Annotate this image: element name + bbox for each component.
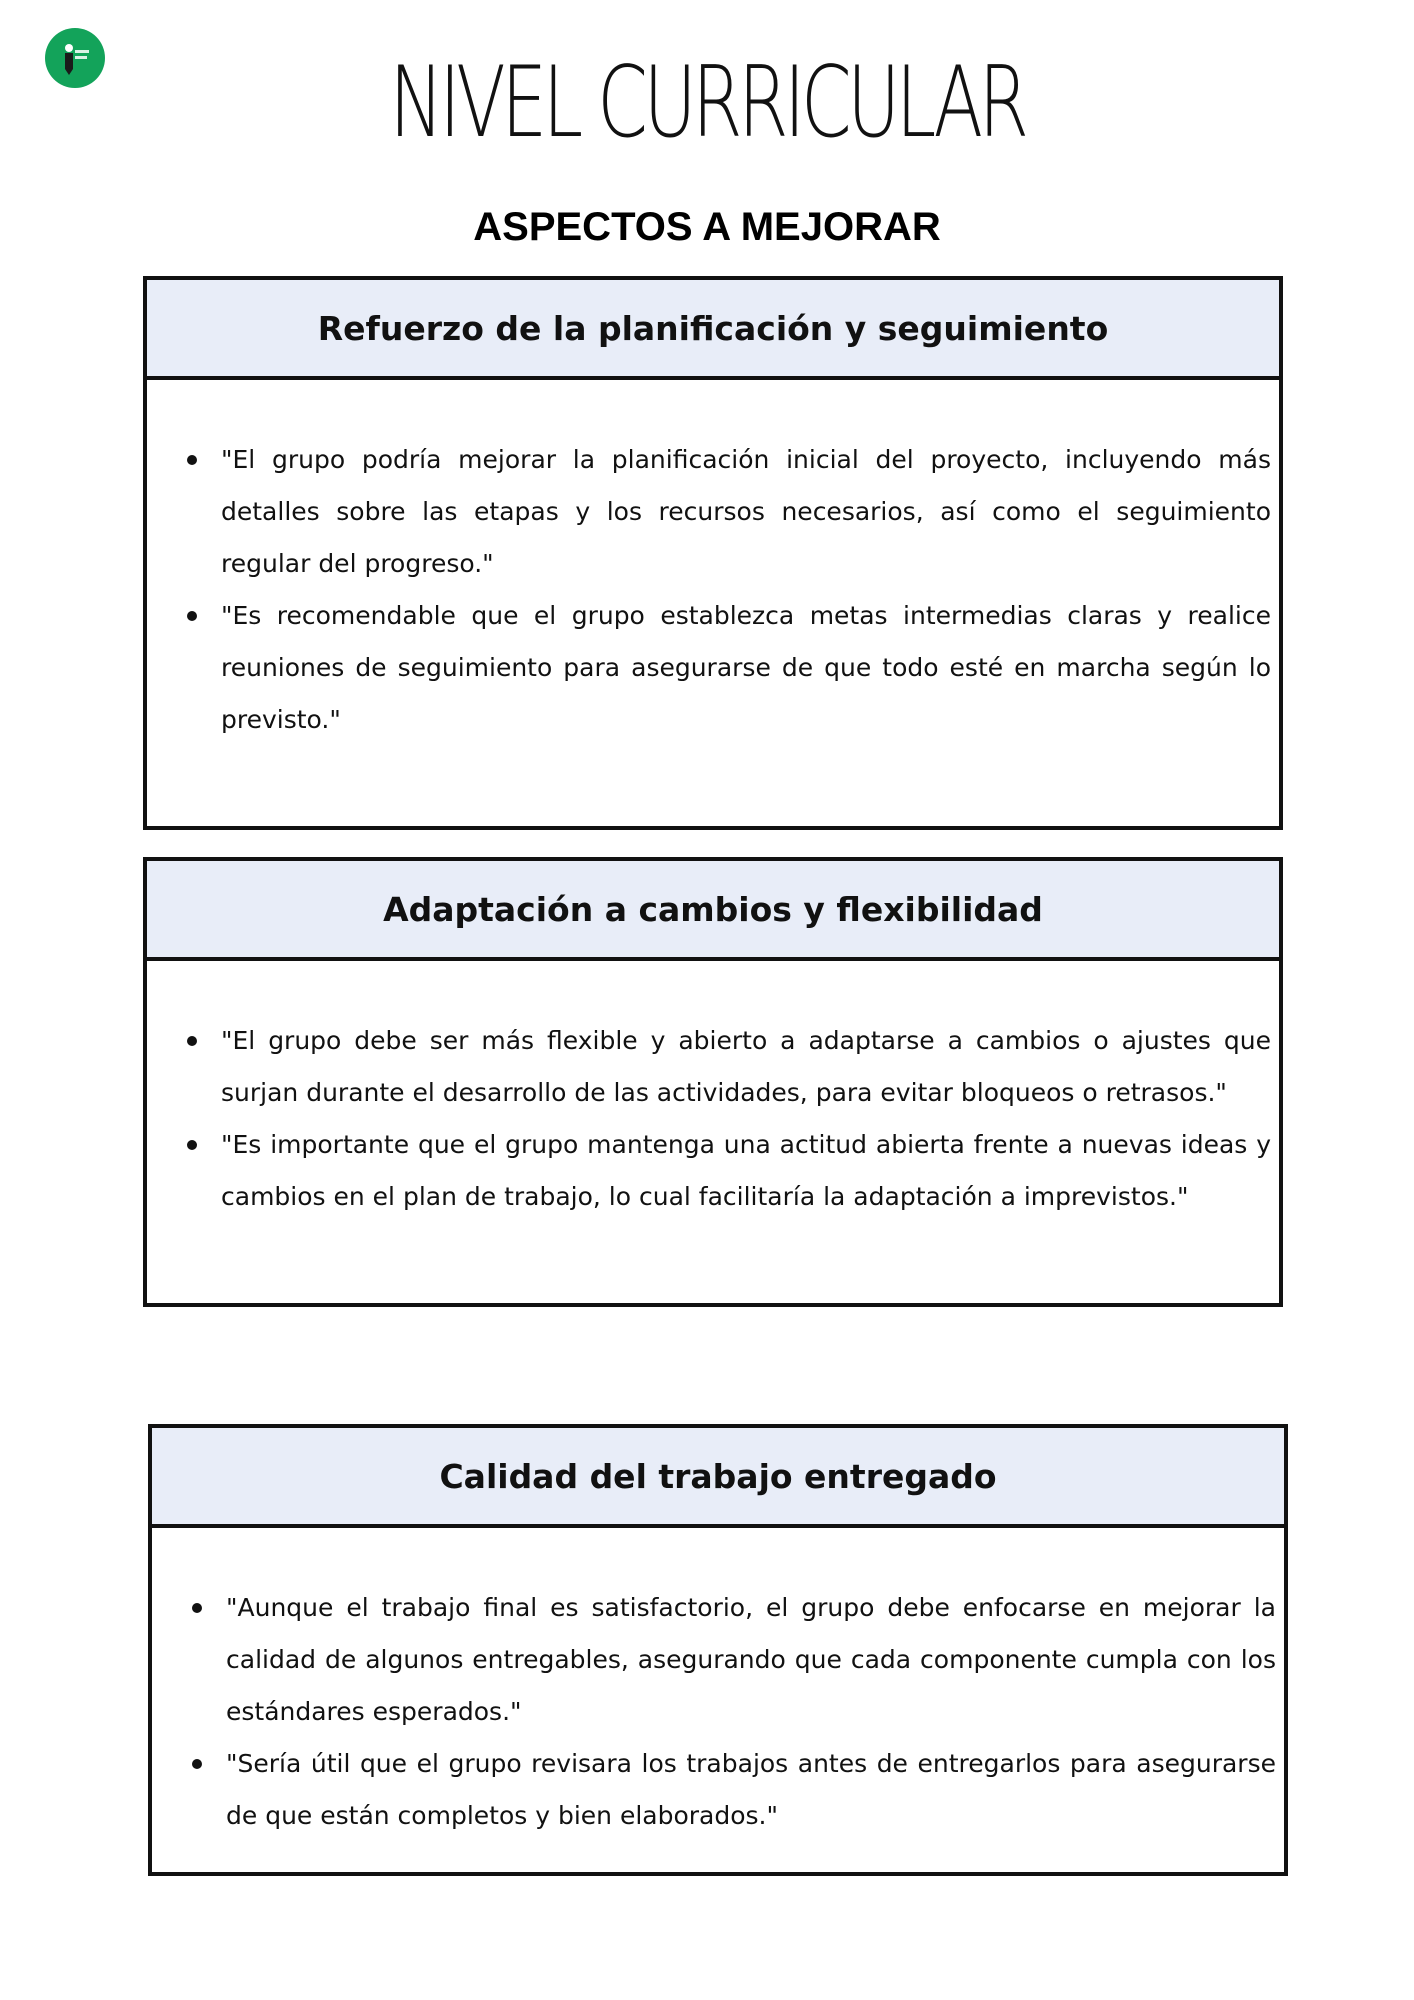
- bullet-list: [187, 434, 1271, 746]
- list-item: [192, 1582, 1276, 1738]
- list-item-text: "Es recomendable que el grupo establezca metas intermedias claras y realice reuniones de seguimiento para asegurarse de que todo esté en marcha según lo previsto.": [221, 601, 1271, 734]
- bullet-icon: [192, 1759, 202, 1769]
- section-card: [143, 857, 1283, 1307]
- section-card: [143, 276, 1283, 830]
- list-item: [192, 1738, 1276, 1842]
- bullet-icon: [192, 1603, 202, 1613]
- list-item-text: "Sería útil que el grupo revisara los trabajos antes de entregarlos para asegurarse de que están completos y bien elaborados.": [226, 1749, 1276, 1830]
- section-body: [147, 957, 1279, 1303]
- section-body: [147, 376, 1279, 826]
- bullet-list: [192, 1582, 1276, 1842]
- section-heading: Refuerzo de la planificación y seguimiento: [147, 280, 1279, 380]
- section-card: [148, 1424, 1288, 1876]
- bullet-icon: [187, 611, 197, 621]
- list-item-text: "Es importante que el grupo mantenga una actitud abierta frente a nuevas ideas y cambios en el plan de trabajo, lo cual facilitaría la adaptación a imprevistos.": [221, 1130, 1271, 1211]
- bullet-icon: [187, 1036, 197, 1046]
- list-item-text: "El grupo podría mejorar la planificación inicial del proyecto, incluyendo más detalles sobre las etapas y los recursos necesarios, así como el seguimiento regular del progreso.": [221, 445, 1271, 578]
- page-subtitle: ASPECTOS A MEJORAR: [473, 205, 941, 249]
- list-item: [187, 590, 1271, 746]
- list-item-text: "El grupo debe ser más flexible y abierto a adaptarse a cambios o ajustes que surjan durante el desarrollo de las actividades, para evitar bloqueos o retrasos.": [221, 1026, 1271, 1107]
- section-heading: Adaptación a cambios y flexibilidad: [147, 861, 1279, 961]
- bullet-icon: [187, 1140, 197, 1150]
- section-body: [152, 1524, 1284, 1872]
- list-item: [187, 434, 1271, 590]
- logo: [45, 28, 105, 88]
- list-item: [187, 1015, 1271, 1119]
- pencil-logo-icon: [55, 38, 95, 78]
- section-heading: Calidad del trabajo entregado: [152, 1428, 1284, 1528]
- list-item: [187, 1119, 1271, 1223]
- bullet-list: [187, 1015, 1271, 1223]
- list-item-text: "Aunque el trabajo final es satisfactorio, el grupo debe enfocarse en mejorar la calidad de algunos entregables, asegurando que cada componente cumpla con los estándares esperados.": [226, 1593, 1276, 1726]
- bullet-icon: [187, 455, 197, 465]
- page-title: NIVEL CURRICULAR: [389, 46, 1025, 160]
